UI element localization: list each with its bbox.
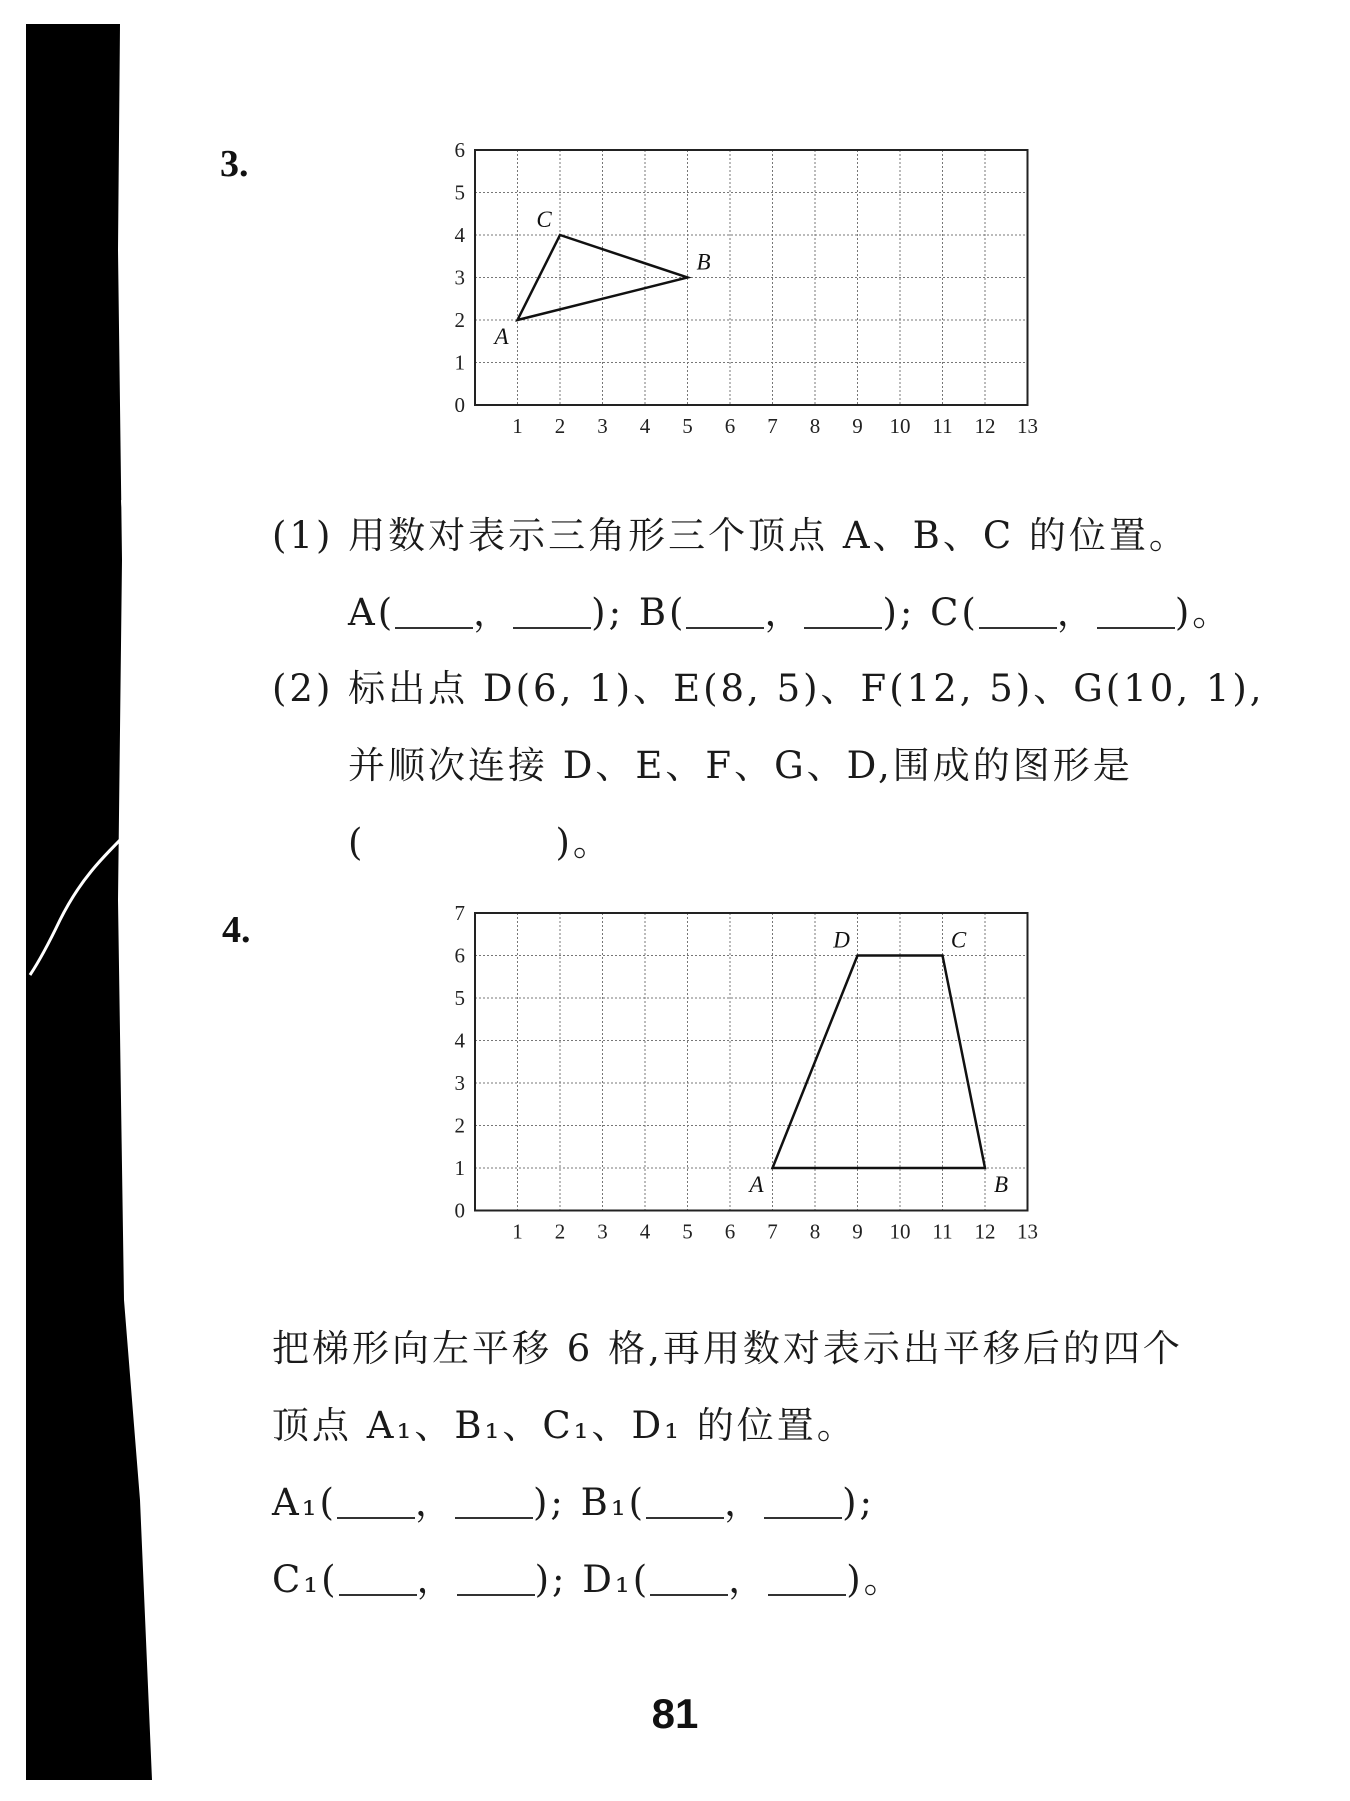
answer-blank[interactable]: [686, 597, 764, 629]
answer-separator: ，: [473, 591, 514, 634]
x-tick-label: 4: [639, 1219, 651, 1244]
question-text: 把梯形向左平移 6 格,再用数对表示出平移后的四个: [272, 1327, 1183, 1370]
x-tick-label: 5: [682, 1219, 693, 1244]
question-number: 4.: [222, 909, 251, 951]
x-tick-label: 10: [889, 414, 911, 438]
answer-line: [348, 582, 1232, 636]
question-text: (2) 标出点 D(6, 1)、E(8, 5)、F(12, 5)、G(10, 1),: [272, 667, 1265, 710]
page-number: 81: [651, 1690, 699, 1737]
vertex-label: D: [833, 927, 850, 953]
answer-blank[interactable]: [457, 1564, 535, 1596]
question-text: 并顺次连接 D、E、F、G、D,围成的图形是: [348, 744, 1133, 787]
answer-label: ); C(: [882, 591, 979, 634]
x-tick-label: 3: [597, 1219, 608, 1244]
question-number: 3.: [220, 143, 249, 185]
x-tick-label: 11: [932, 414, 953, 438]
answer-blank[interactable]: [979, 597, 1057, 629]
x-tick-label: 11: [932, 1219, 953, 1244]
x-tick-label: 2: [554, 414, 566, 438]
x-tick-label: 6: [724, 414, 736, 438]
y-tick-label: 1: [454, 350, 465, 375]
question-text: (1) 用数对表示三角形三个顶点 A、B、C 的位置。: [272, 514, 1189, 557]
answer-blank[interactable]: [395, 597, 473, 629]
x-tick-label: 4: [639, 414, 651, 438]
answer-label: A(: [348, 591, 396, 634]
answer-blank[interactable]: [455, 1487, 533, 1519]
answer-separator: ，: [724, 1481, 765, 1524]
answer-end: )。: [1174, 591, 1233, 634]
answer-separator: ，: [764, 591, 805, 634]
answer-separator: ，: [415, 1481, 455, 1524]
y-tick-label: 2: [454, 1113, 465, 1138]
y-tick-label: 0: [454, 393, 465, 417]
y-tick-label: 1: [454, 1156, 465, 1180]
x-tick-label: 2: [554, 1219, 566, 1244]
vertex-label: C: [950, 927, 967, 953]
answer-line: [272, 1549, 904, 1603]
grid-border: [475, 913, 1028, 1211]
vertex-label: A: [749, 1172, 764, 1197]
answer-line: [348, 812, 613, 866]
x-tick-label: 3: [597, 414, 608, 438]
answer-end: );: [842, 1481, 876, 1524]
vertex-label: A: [494, 324, 509, 349]
answer-blank[interactable]: [804, 597, 882, 629]
answer-blank[interactable]: [650, 1564, 728, 1596]
x-tick-label: 13: [1017, 414, 1038, 438]
y-tick-label: 5: [454, 986, 465, 1010]
y-tick-label: 2: [454, 308, 465, 332]
answer-label: C₁(: [272, 1558, 339, 1601]
y-tick-label: 7: [454, 901, 465, 925]
y-tick-label: 6: [454, 138, 465, 162]
y-tick-label: 4: [454, 223, 465, 247]
vertex-label: B: [993, 1172, 1009, 1197]
answer-label: ); B₁(: [533, 1481, 647, 1524]
answer-separator: ，: [728, 1558, 769, 1601]
x-tick-label: 7: [767, 1219, 778, 1244]
x-tick-label: 9: [852, 1219, 863, 1244]
y-tick-label: 3: [454, 265, 465, 290]
answer-end: )。: [846, 1558, 904, 1601]
x-tick-label: 12: [974, 1219, 996, 1244]
answer-label: ); B(: [591, 591, 687, 634]
x-tick-label: 5: [682, 414, 693, 438]
trapezoid-shape: [773, 956, 986, 1169]
y-tick-label: 5: [454, 180, 465, 205]
y-tick-label: 0: [454, 1198, 465, 1223]
answer-separator: ，: [1056, 591, 1097, 634]
answer-label: ); D₁(: [534, 1558, 651, 1601]
answer-blank[interactable]: [337, 1487, 415, 1519]
coordinate-grid: [430, 130, 1050, 450]
x-tick-label: 1: [512, 1219, 523, 1244]
answer-open: (: [348, 821, 366, 864]
x-tick-label: 8: [809, 1219, 821, 1244]
x-tick-label: 13: [1017, 1219, 1038, 1244]
question-text: 顶点 A₁、B₁、C₁、D₁ 的位置。: [272, 1404, 857, 1447]
answer-line: [272, 1472, 875, 1526]
answer-blank[interactable]: [646, 1487, 724, 1519]
x-tick-label: 12: [974, 414, 996, 438]
y-tick-label: 6: [454, 943, 465, 968]
x-tick-label: 7: [767, 414, 778, 438]
vertex-label: C: [536, 207, 552, 232]
y-tick-label: 3: [454, 1071, 465, 1095]
answer-separator: ，: [416, 1558, 457, 1601]
x-tick-label: 8: [809, 414, 821, 438]
y-tick-label: 4: [454, 1028, 465, 1053]
answer-blank[interactable]: [768, 1564, 846, 1596]
answer-blank[interactable]: [764, 1487, 842, 1519]
x-tick-label: 6: [724, 1219, 736, 1244]
x-tick-label: 9: [852, 414, 863, 438]
vertex-label: B: [696, 249, 711, 275]
answer-blank[interactable]: [1097, 597, 1175, 629]
answer-label: A₁(: [272, 1481, 337, 1524]
answer-blank[interactable]: [513, 597, 591, 629]
answer-blank[interactable]: [339, 1564, 417, 1596]
x-tick-label: 10: [889, 1219, 911, 1244]
coordinate-grid: [430, 898, 1050, 1258]
x-tick-label: 1: [512, 414, 523, 438]
answer-end: )。: [555, 821, 613, 864]
